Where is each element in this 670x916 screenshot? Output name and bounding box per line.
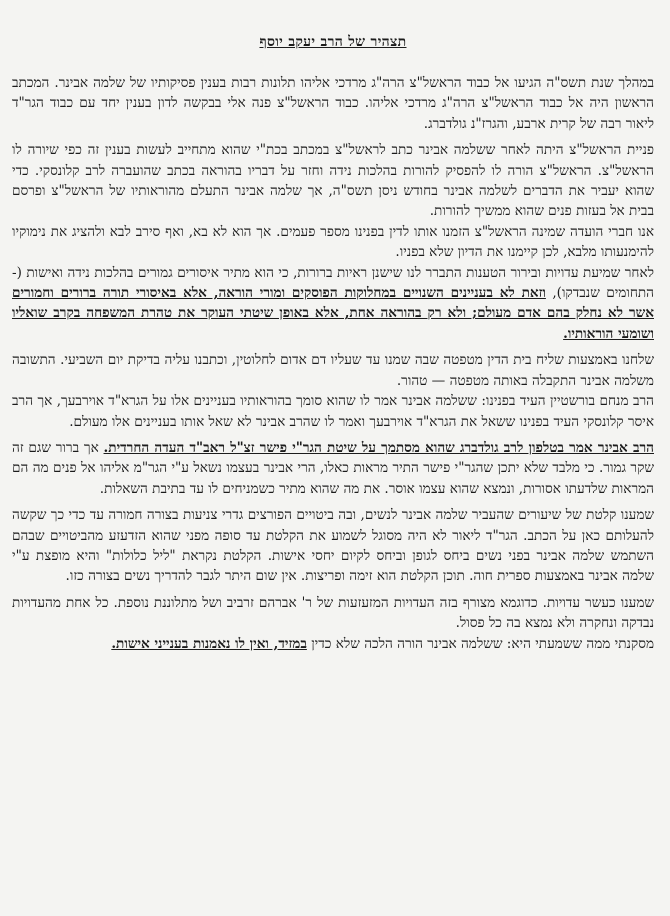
paragraph-6: הרב מנחם בורשטיין העיד בפנינו: ששלמה אבינר אמר לו שהוא סומך בהוראותיו בעניינים אלו על הגרא"ד אוירבעך, אך הרב איסר קלונסקי העיד בפנינו ששאל את הגרא"ד אוירבעך ואמר לו שהרב אבינר לא שאל אותו בעניינים אלו מעולם. [12, 393, 654, 430]
paragraph-4-text: לאחר שמיעת עדויות ובירור הטענות התברר לנו שישנן ראיות ברורות, כי הוא מתיר איסורים גמורים בהלכות נידה ואישות (- התחומים שנבדקו), [12, 264, 654, 302]
paragraph-4 [12, 263, 654, 345]
page-title: תצהיר של הרב יעקב יוסף [259, 34, 407, 50]
paragraph-2: פניית הראשל"צ היתה לאחר ששלמה אבינר כתב לראשל"צ במכתב בכת"י שהוא מתחייב לעשות בענין זה כפי שיורה לו הראשל"צ. הראשל"צ הורה לו להפסיק להורות בהלכות נידה וחזר על דבריו בהוראה בכתב שהועברה לרב קלונסקי. כדי שהוא יעביר את הדברים לשלמה אבינר בחודש ניסן תשס"ה, אך שלמה אבינר התעלם מהוראותיו של הראשל"צ ופרסם בבית אל בעזות פנים שהוא ממשיך להורות. [12, 142, 654, 220]
paragraph-9: שמענו כעשר עדויות. כדוגמא מצורף בזה העדויות המזעזעות של ר' אברהם זרביב ושל מתלוננת נוספת. כל אחת מהעדויות נבדקה ונחקרה ולא נמצא בה כל פסול. [12, 594, 654, 632]
paragraph-10-text: מסקנתי ממה ששמעתי היא: ששלמה אבינר הורה הלכה שלא כדין [306, 635, 654, 652]
paragraph-10 [12, 634, 654, 654]
paragraph-3: אנו חברי הועדה שמינה הראשל"צ הזמנו אותו לדין בפנינו מספר פעמים. אך הוא לא בא, ואף סירב לבא ולהציג את נימוקיו להימנעותו מלבא, לכן קיימנו את הדיון שלא בפניו. [12, 223, 654, 261]
paragraph-5: שלחנו באמצעות שליח בית הדין מטפטה שבה שמנו עד שעליו דם אדום לחלוטין, וכתבנו עליה בדיקת יום השביעי. התשובה משלמה אבינר התקבלה באותה מטפטה — טהור. [12, 352, 654, 389]
paragraph-1: במהלך שנת תשס"ה הגיעו אל כבוד הראשל"צ הרה"ג מרדכי אליהו תלונות רבות בענין פסיקותיו של שלמה אבינר. המכתב הראשון היה אל כבוד הראשל"צ הרה"ג מרדכי אליהו. כבוד הראשל"צ פנה אלי בבקשה לדון בענין יחד עם כבוד הגר"ד ליאור רבה של קרית ארבע, והגרז"נ גולדברג. [12, 75, 654, 132]
paragraph-7 [12, 438, 654, 499]
paragraph-10-emphasis: במזיד, ואין לו נאמנות בענייני אישות. [111, 635, 307, 652]
paragraph-7-text: אך ברור שגם זה שקר גמור. כי מלבד שלא יתכן שהגר"י פישר התיר מראות כאלו, הרי אבינר בעצמו נשאל ע"י הגר"מ אליהו אל פנים מה הם המראות שלדעתו אסורות, ונמצא שהוא עצמו אוסר. את מה שהוא מתיר כשמניחים לו עד בתיבת השאלות. [12, 439, 654, 497]
paragraph-7-emphasis: הרב אבינר אמר בטלפון לרב גולדברג שהוא מסתמך על שיטת הגר"י פישר זצ"ל ראב"ד העדה החרדית. [103, 439, 654, 456]
paragraph-8: שמענו קלטת של שיעורים שהעביר שלמה אבינר לנשים, ובה ביטויים הפורצים גדרי צניעות בצורה חמורה עד כדי כך שקשה להעלותם כאן על הכתב. הגר"ד ליאור לא היה מסוגל לשמוע את הקלטת עד סופה מפני שהוא הזדעזע מהביטויים שבהם השתמש שלמה אבינר בפני נשים ביחס לגופן וביחס לקיום יחסי אישות. הקלטת נקראת "ליל כלולות" והיא מופצת ע"י שלמה אבינר באמצעות ספרית חוה. תוכן הקלטת הוא זימה ופריצות. אין שום היתר לגבר להדריך נשים בצורה כזו. [12, 507, 655, 585]
paragraph-4-emphasis: וזאת לא בעניינים השנויים במחלוקות הפוסקים ומורי הוראה, אלא באיסורי תורה ברורים וחמורים אשר לא נחלק בהם אדם מעולם; ולא רק בהוראה אחת, אלא באופן שיטתי העוקר את טהרת המשפחה בקרב שואליו ושומעי הוראותיו. [12, 285, 654, 342]
